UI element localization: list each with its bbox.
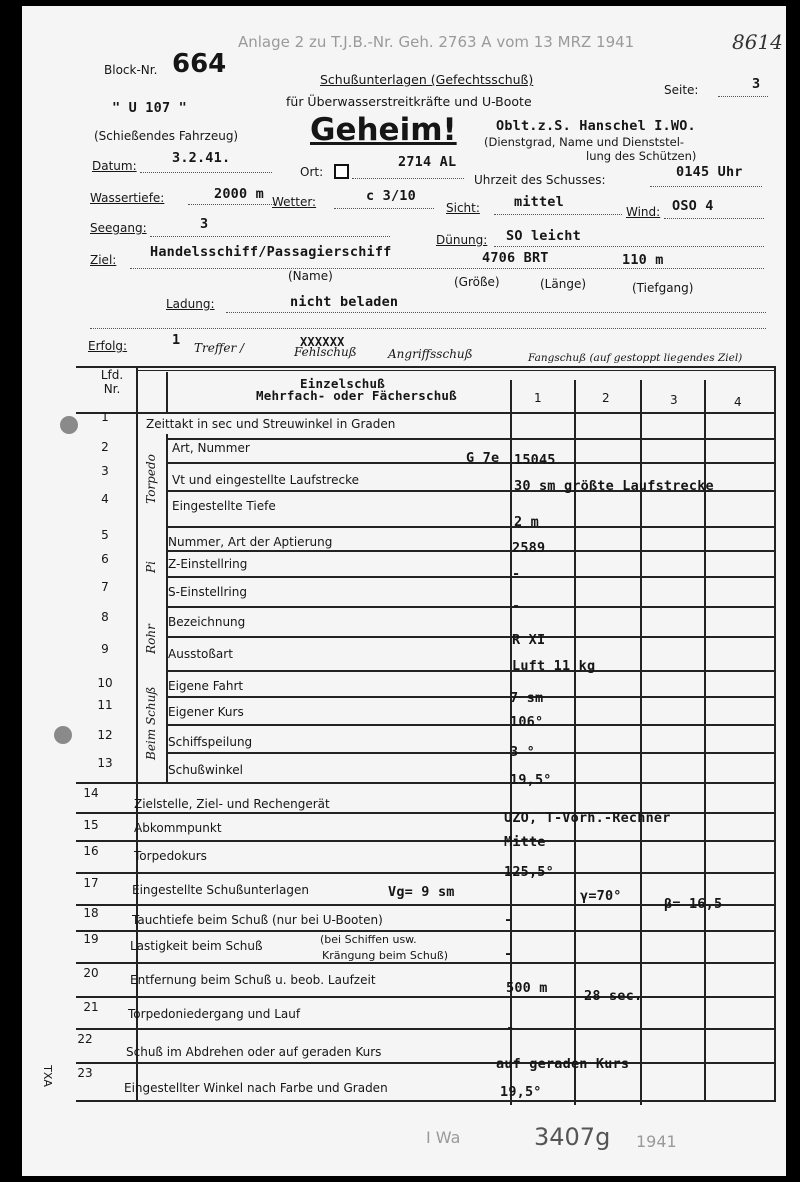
- row-7-label: S-Einstellring: [168, 585, 247, 599]
- row-1-label: Zeittakt in sec und Streuwinkel in Graden: [146, 417, 396, 431]
- section-pi: Pi: [144, 561, 158, 573]
- row-18-label: Tauchtiefe beim Schuß (nur bei U-Booten): [132, 913, 383, 927]
- row-9-nr: 9: [101, 642, 109, 656]
- row-6-label: Z-Einstellring: [168, 557, 248, 571]
- row-5-value: 2589: [512, 540, 546, 556]
- row-8-value: R XI: [512, 632, 546, 648]
- duenung-label: Dünung:: [436, 233, 488, 247]
- ort-value: 2714 AL: [398, 154, 457, 170]
- row-separator: [76, 812, 776, 814]
- col-1-header: 1: [534, 391, 542, 405]
- row-separator: [76, 412, 776, 414]
- block-label: Block-Nr.: [104, 63, 158, 77]
- punch-hole-top: [60, 416, 78, 434]
- seite-value: 3: [752, 76, 761, 92]
- row-13-nr: 13: [97, 756, 113, 770]
- shooter-caption-2: lung des Schützen): [586, 149, 697, 163]
- row-separator: [76, 782, 776, 784]
- row-4-value: 2 m: [514, 514, 539, 530]
- row-2-nr: 2: [101, 440, 109, 454]
- row-5-label: Nummer, Art der Aptierung: [168, 535, 333, 549]
- row-9-label: Ausstoßart: [168, 647, 233, 661]
- erfolg-label: Erfolg:: [88, 339, 128, 353]
- row-14-nr: 14: [83, 786, 99, 800]
- row-separator: [76, 1100, 776, 1102]
- main-header-2: Mehrfach- oder Fächerschuß: [256, 388, 457, 403]
- ladung-value: nicht beladen: [290, 294, 399, 310]
- row-17-beta: β= 16,5: [664, 896, 723, 912]
- row-3-nr: 3: [101, 464, 109, 478]
- stamp-year: 1941: [636, 1132, 677, 1151]
- datum-label: Datum:: [92, 159, 137, 173]
- row-separator: [166, 550, 776, 552]
- row-13-label: Schußwinkel: [168, 763, 243, 777]
- row-19-label: Lastigkeit beim Schuß: [130, 939, 263, 953]
- row-12-nr: 12: [97, 728, 113, 742]
- row-17-gamma: γ=70°: [580, 888, 622, 904]
- wetter-value: c 3/10: [366, 188, 416, 204]
- section-rohr: Rohr: [144, 624, 158, 654]
- caption-name: (Name): [288, 269, 333, 283]
- row-separator: [166, 438, 776, 440]
- row-6-value: -: [512, 566, 521, 582]
- row-separator: [76, 840, 776, 842]
- seegang-value: 3: [200, 216, 209, 232]
- row-4-nr: 4: [101, 492, 109, 506]
- row-separator: [76, 996, 776, 998]
- row-6-nr: 6: [101, 552, 109, 566]
- row-16-value: 125,5°: [504, 864, 554, 880]
- row-22-nr: 22: [77, 1032, 93, 1046]
- duenung-value: SO leicht: [506, 228, 581, 244]
- row-8-label: Bezeichnung: [168, 615, 246, 629]
- row-separator: [166, 696, 776, 698]
- row-17-vg: Vg= 9 sm: [388, 884, 455, 900]
- wind-value: OSO 4: [672, 198, 714, 214]
- row-15-value: Mitte: [504, 834, 546, 850]
- boat-name: " U 107 ": [112, 100, 187, 116]
- row-3-value: 30 sm größte Laufstrecke: [514, 478, 714, 494]
- row-separator: [166, 636, 776, 638]
- row-separator: [166, 724, 776, 726]
- secret-stamp: Geheim!: [310, 112, 457, 148]
- uhrzeit-value: 0145 Uhr: [676, 164, 743, 180]
- seegang-label: Seegang:: [90, 221, 147, 235]
- row-17-nr: 17: [83, 876, 99, 890]
- row-separator: [166, 670, 776, 672]
- row-7-nr: 7: [101, 580, 109, 594]
- row-7-value: -: [512, 598, 521, 614]
- stamp-number: 3407g: [534, 1123, 611, 1151]
- margin-mark: TXA: [40, 1065, 54, 1087]
- shooter-name: Oblt.z.S. Hanschel I.WO.: [496, 118, 696, 134]
- ladung-label: Ladung:: [166, 297, 215, 311]
- row-10-value: 7 sm: [510, 690, 544, 706]
- form-subtitle: für Überwasserstreitkräfte und U-Boote: [286, 94, 532, 109]
- row-11-nr: 11: [97, 698, 113, 712]
- row-11-label: Eigener Kurs: [168, 705, 244, 719]
- section-torpedo: Torpedo: [144, 454, 158, 504]
- wind-label: Wind:: [626, 205, 661, 219]
- row-21-value: -: [506, 1020, 515, 1036]
- stamp-left: I Wa: [426, 1128, 461, 1147]
- row-13-value: 19,5°: [510, 772, 552, 788]
- boat-caption: (Schießendes Fahrzeug): [94, 129, 239, 143]
- row-10-nr: 10: [97, 676, 113, 690]
- row-15-label: Abkommpunkt: [134, 821, 222, 835]
- section-beim-schuss: Beim Schuß: [144, 686, 158, 760]
- row-11-value: 106°: [510, 714, 544, 730]
- row-19-nr: 19: [83, 932, 99, 946]
- row-19-value: -: [504, 946, 513, 962]
- row-20-value: 500 m: [506, 980, 548, 996]
- row-12-value: 3 °: [510, 744, 535, 760]
- row-22-value: auf geraden Kurs: [496, 1056, 630, 1072]
- row-20-value2: 28 sec.: [584, 988, 643, 1004]
- row-21-label: Torpedoniedergang und Lauf: [128, 1007, 301, 1021]
- crossed-text: XXXXXX: [300, 335, 345, 349]
- row-20-nr: 20: [83, 966, 99, 980]
- row-22-label: Schuß im Abdrehen oder auf geraden Kurs: [126, 1045, 382, 1059]
- row-23-label: Eingestellter Winkel nach Farbe und Graden: [124, 1081, 388, 1095]
- row-separator: [166, 526, 776, 528]
- row-4-label: Eingestellte Tiefe: [172, 499, 276, 513]
- main-header-1: Einzelschuß: [300, 376, 385, 391]
- fehlschuss-label: Fehlschuß: [294, 345, 357, 359]
- lfd-header: Lfd. Nr.: [100, 368, 124, 396]
- seite-label: Seite:: [664, 83, 699, 97]
- punch-hole-bottom: [54, 726, 72, 744]
- erfolg-count: 1: [172, 332, 181, 348]
- row-20-label: Entfernung beim Schuß u. beob. Laufzeit: [130, 973, 376, 987]
- row-14-label: Zielstelle, Ziel- und Rechengerät: [134, 797, 330, 811]
- angriffsschuss-label: Angriffsschuß: [388, 347, 473, 361]
- caption-groesse: (Größe): [454, 275, 500, 289]
- row-2-label: Art, Nummer: [172, 441, 250, 455]
- block-number: 664: [172, 49, 227, 79]
- wassertiefe-value: 2000 m: [214, 186, 264, 202]
- row-separator: [76, 872, 776, 874]
- row-18-nr: 18: [83, 906, 99, 920]
- row-15-nr: 15: [83, 818, 99, 832]
- row-19-note-2: Krängung beim Schuß): [322, 949, 449, 962]
- ziel-label: Ziel:: [90, 253, 117, 267]
- row-2-extra: G 7e: [466, 450, 500, 466]
- row-9-value: Luft 11 kg: [512, 658, 596, 674]
- row-1-nr: 1: [101, 410, 109, 424]
- row-separator: [166, 576, 776, 578]
- row-23-nr: 23: [77, 1066, 93, 1080]
- ziel-value: Handelsschiff/Passagierschiff: [150, 244, 392, 260]
- treffer-label: Treffer /: [194, 341, 245, 355]
- sicht-label: Sicht:: [446, 201, 480, 215]
- col-4-header: 4: [734, 395, 742, 409]
- row-19-note-1: (bei Schiffen usw.: [320, 933, 417, 946]
- anlage-note: Anlage 2 zu T.J.B.-Nr. Geh. 2763 A vom 13 MRZ 1941: [238, 33, 635, 51]
- ziel-length: 110 m: [622, 252, 664, 268]
- row-separator: [76, 1028, 776, 1030]
- row-21-nr: 21: [83, 1000, 99, 1014]
- row-16-nr: 16: [83, 844, 99, 858]
- datum-value: 3.2.41.: [172, 150, 231, 166]
- row-5-nr: 5: [101, 528, 109, 542]
- row-3-label: Vt und eingestellte Laufstrecke: [172, 473, 359, 487]
- row-16-label: Torpedokurs: [134, 849, 207, 863]
- row-separator: [76, 1062, 776, 1064]
- form-title: Schußunterlagen (Gefechtsschuß): [320, 72, 534, 87]
- row-17-label: Eingestellte Schußunterlagen: [132, 883, 309, 897]
- caption-tiefgang: (Tiefgang): [632, 281, 694, 295]
- sicht-value: mittel: [514, 194, 564, 210]
- ort-marker: [334, 164, 349, 179]
- ziel-size: 4706 BRT: [482, 250, 549, 266]
- wassertiefe-label: Wassertiefe:: [90, 191, 165, 205]
- row-8-nr: 8: [101, 610, 109, 624]
- row-separator: [76, 930, 776, 932]
- col-3-header: 3: [670, 393, 678, 407]
- caption-laenge: (Länge): [540, 277, 587, 291]
- row-2-value: 15045: [514, 452, 556, 468]
- row-10-label: Eigene Fahrt: [168, 679, 244, 693]
- uhrzeit-label: Uhrzeit des Schusses:: [474, 173, 606, 187]
- shooter-caption-1: (Dienstgrad, Name und Dienststel-: [484, 135, 685, 149]
- row-separator: [166, 606, 776, 608]
- corner-mark: 8614: [732, 30, 783, 54]
- wetter-label: Wetter:: [272, 195, 317, 209]
- row-23-value: 19,5°: [500, 1084, 542, 1100]
- row-separator: [166, 752, 776, 754]
- row-12-label: Schiffspeilung: [168, 735, 253, 749]
- col-2-header: 2: [602, 391, 610, 405]
- ort-label: Ort:: [300, 165, 324, 179]
- row-18-value: -: [504, 912, 513, 928]
- fangschuss-label: Fangschuß (auf gestoppt liegendes Ziel): [528, 352, 743, 364]
- row-14-value: UZO, T-Vorh.-Rechner: [504, 810, 671, 826]
